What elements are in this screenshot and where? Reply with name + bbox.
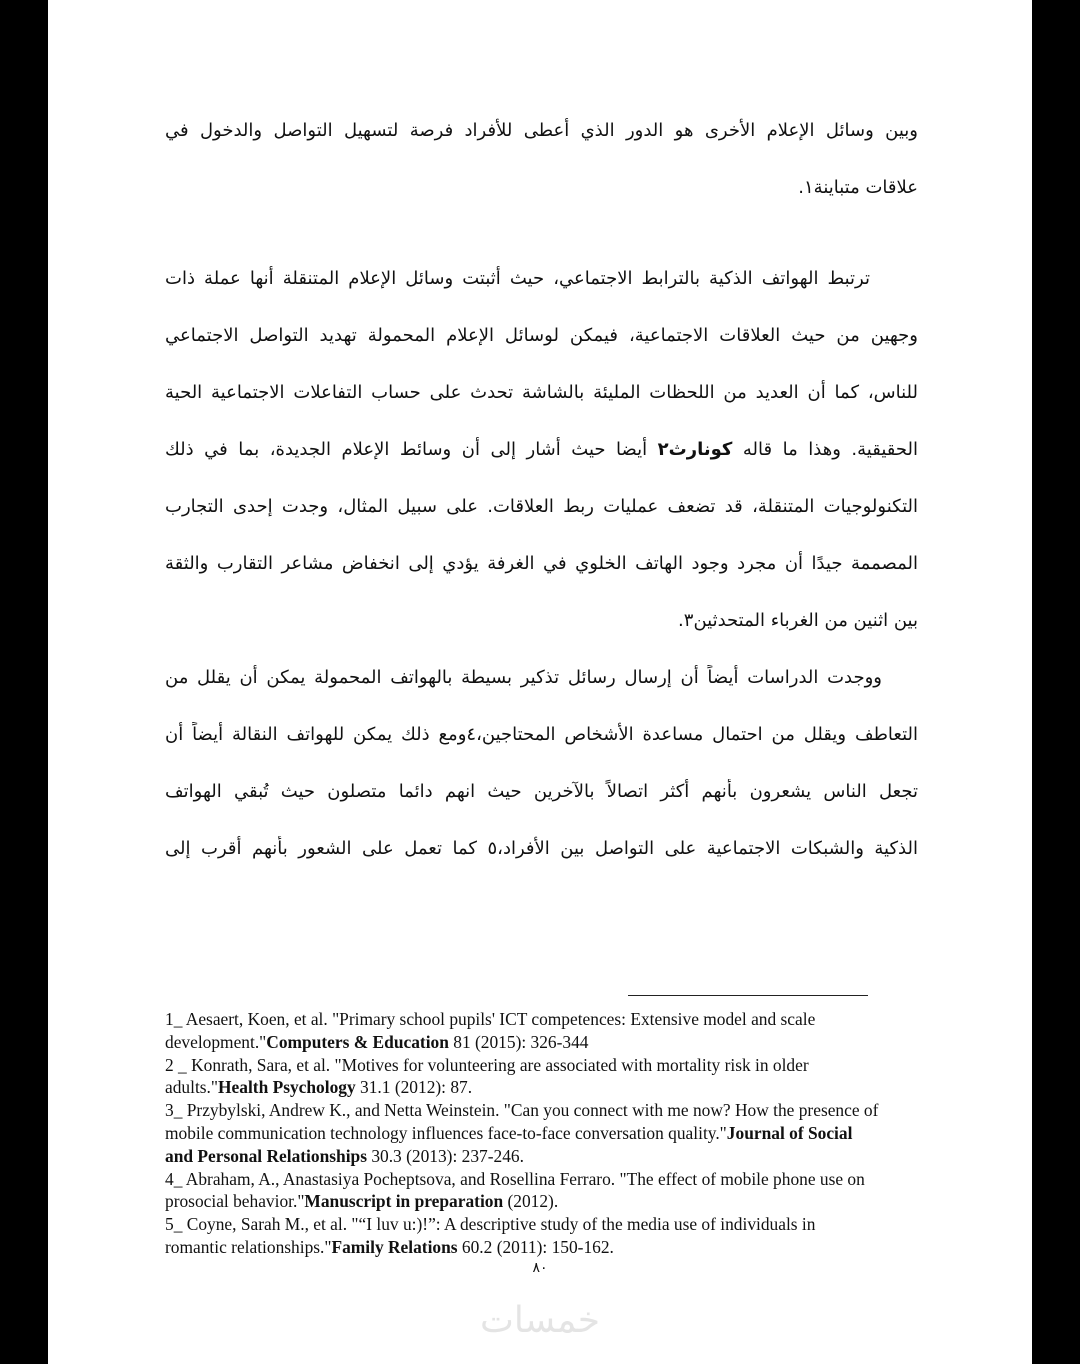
footnote-3 <box>165 1099 880 1167</box>
footnote-text: 5_ Coyne, Sarah M., et al. "“I luv u:)!”: A descriptive study of the media use of individuals in romantic relationships." <box>165 1214 816 1257</box>
body-line: تجعل الناس يشعرون بأنهم أكثر اتصالاً بالآخرين حيث انهم دائما متصلون حيث تُبقي الهواتف <box>165 781 918 802</box>
body-line: وبين وسائل الإعلام الأخرى هو الدور الذي أعطى للأفراد فرصة لتسهيل التواصل والدخول في <box>165 120 918 141</box>
page-number: ٨٠ <box>532 1260 548 1276</box>
watermark-logo: خمسات <box>479 1300 601 1341</box>
body-line-prefix: الحقيقية. وهذا ما قاله <box>742 439 918 460</box>
footnote-journal: Family Relations <box>331 1236 458 1257</box>
footnote-2 <box>165 1054 880 1100</box>
body-line-konrath <box>165 437 918 463</box>
footnote-text: 3_ Przybylski, Andrew K., and Netta Weinstein. "Can you connect with me now? How the presence of mobile communication technology influences face-to-face conversation quality." <box>165 1100 879 1143</box>
body-line: التكنولوجيات المتنقلة، قد تضعف عمليات ربط العلاقات. على سبيل المثال، وجدت إحدى التجارب <box>165 496 918 517</box>
footnote-journal: Manuscript in preparation <box>304 1191 504 1212</box>
footnote-journal: Health Psychology <box>218 1077 356 1098</box>
footnote-4 <box>165 1168 880 1214</box>
footnote-text: 1_ Aesaert, Koen, et al. "Primary school pupils' ICT competences: Extensive model and scale development." <box>165 1009 816 1052</box>
footnote-text: 2 _ Konrath, Sara, et al. "Motives for volunteering are associated with mortality risk in older adults." <box>165 1054 809 1098</box>
footnote-tail: (2012). <box>503 1191 559 1212</box>
body-line: الذكية والشبكات الاجتماعية على التواصل بين الأفراد،٥ كما تعمل على الشعور بأنهم أقرب إلى <box>165 838 918 859</box>
footnote-tail: 31.1 (2012): 87. <box>355 1077 473 1098</box>
footnote-tail: 30.3 (2013): 237-246. <box>366 1145 524 1166</box>
body-line: علاقات متباينة١. <box>798 177 918 198</box>
footnote-journal: Computers & Education <box>266 1031 449 1052</box>
footnote-tail: 60.2 (2011): 150-162. <box>457 1236 614 1257</box>
body-line: المصممة جيدًا أن مجرد وجود الهاتف الخلوي في الغرفة يؤدي إلى انخفاض مشاعر التقارب والثقة <box>165 553 918 574</box>
footnotes <box>165 1008 880 1259</box>
footnote-journal: Journal of Social and Personal Relationships <box>165 1122 853 1166</box>
body-line: التعاطف ويقلل من احتمال مساعدة الأشخاص المحتاجين،٤ومع ذلك يمكن للهواتف النقالة أيضاً أن <box>165 724 918 745</box>
footnote-text: 4_ Abraham, A., Anastasiya Pocheptsova, and Rosellina Ferraro. "The effect of mobile phone use on prosocial behavior." <box>165 1168 865 1212</box>
body-line: ووجدت الدراسات أيضاً أن إرسال رسائل تذكير بسيطة بالهواتف المحمولة يمكن أن يقلل من <box>165 667 882 688</box>
body-line-suffix: أيضا حيث أشار إلى أن وسائط الإعلام الجديدة، بما في ذلك <box>165 439 648 460</box>
body-line: للناس، كما أن العديد من اللحظات المليئة بالشاشة تحدث على حساب التفاعلات الاجتماعية الحية <box>165 382 918 403</box>
body-line: ترتبط الهواتف الذكية بالترابط الاجتماعي، حيث أثبتت وسائل الإعلام المتنقلة أنها عملة ذات <box>165 268 870 289</box>
konrath-keyword: كونارث٢ <box>657 439 733 460</box>
body-line: وجهين من حيث العلاقات الاجتماعية، فيمكن لوسائل الإعلام المحمولة تهديد التواصل الاجتماعي <box>165 325 918 346</box>
footnote-5 <box>165 1213 880 1259</box>
footnote-divider <box>628 995 868 996</box>
footnote-tail: 81 (2015): 326-344 <box>448 1031 589 1052</box>
body-line: بين اثنين من الغرباء المتحدثين٣. <box>678 610 918 631</box>
document-page <box>48 0 1032 1364</box>
footnote-1 <box>165 1008 880 1054</box>
